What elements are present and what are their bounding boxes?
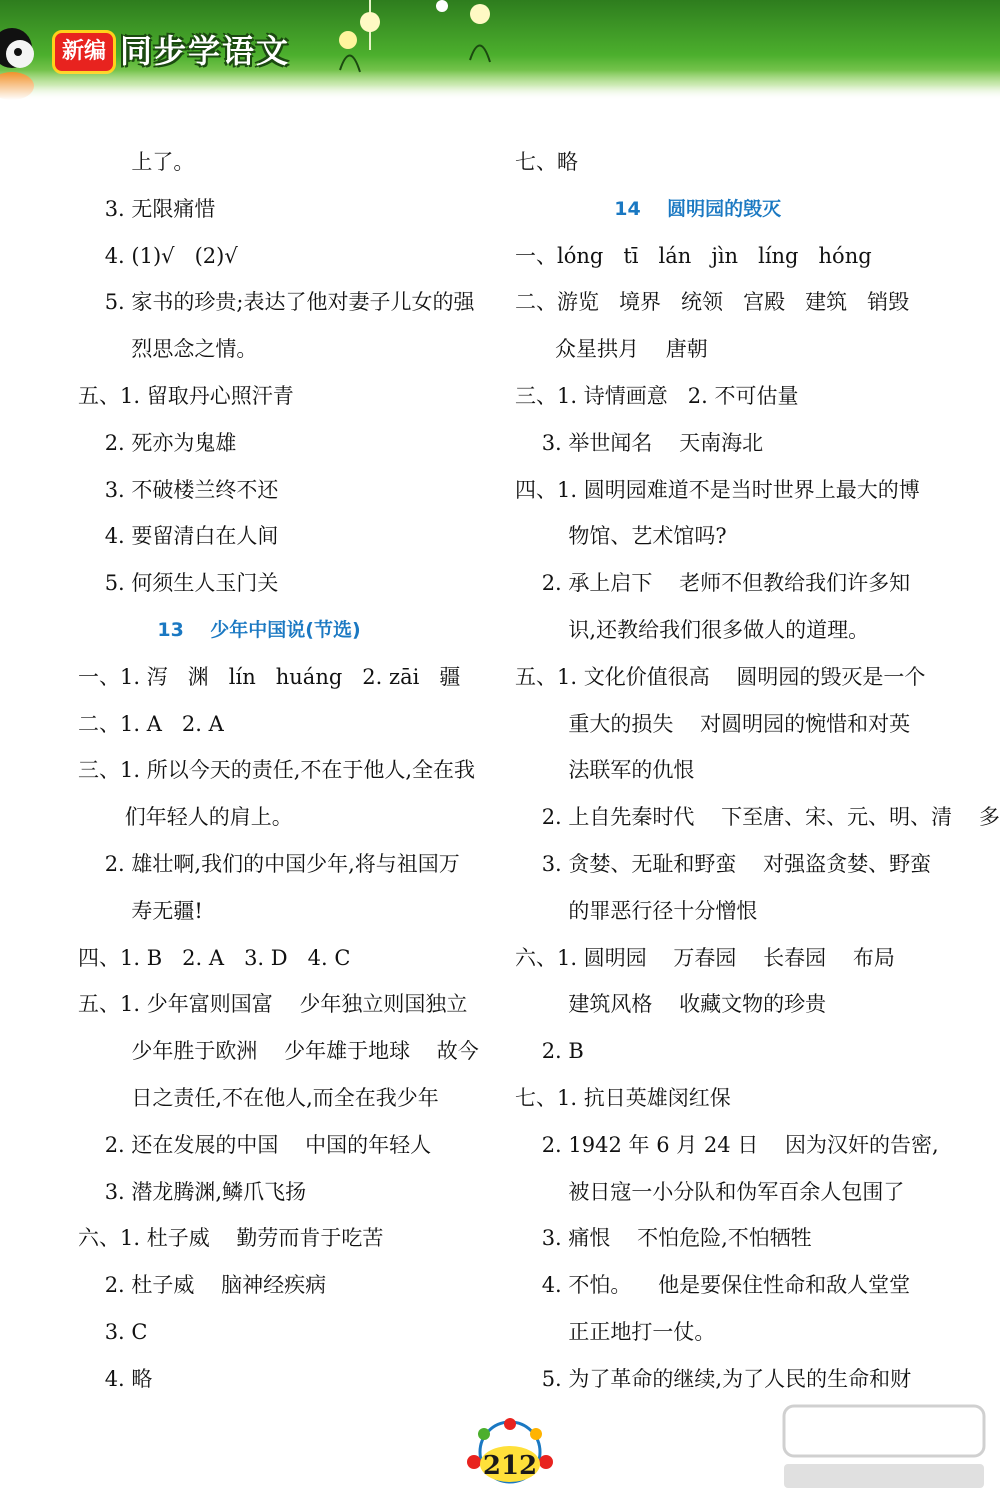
header-banner — [0, 0, 1000, 100]
answer-line: 烈思念之情。 — [78, 337, 258, 362]
answer-line: 上了。 — [78, 150, 195, 174]
answer-line: 五、1. 留取丹心照汗青 — [78, 383, 294, 408]
page-number: 212 — [482, 1451, 538, 1481]
answer-line: 们年轻人的肩上。 — [78, 805, 293, 830]
answer-line: 2. 承上启下 老师不但教给我们许多知 — [515, 571, 911, 596]
answer-line: 六、1. 杜子威 勤劳而肯于吃苦 — [78, 1226, 384, 1251]
answer-line: 三、1. 诗情画意 2. 不可估量 — [515, 383, 799, 408]
answer-line: 3. 痛恨 不怕危险,不怕牺牲 — [515, 1226, 812, 1251]
answer-line: 3. 不破楼兰终不还 — [78, 477, 279, 502]
answer-line: 识,还教给我们很多做人的道理。 — [515, 617, 870, 642]
answer-line: 四、1. 圆明园难道不是当时世界上最大的博 — [515, 477, 920, 502]
series-badge: 新编 — [52, 30, 116, 74]
answer-line: 少年胜于欧洲 少年雄于地球 故今 — [78, 1039, 479, 1064]
answer-line: 2. 还在发展的中国 中国的年轻人 — [78, 1132, 432, 1157]
answer-line: 正正地打一仗。 — [515, 1319, 716, 1344]
answer-line: 一、1. 泻 渊 lín huáng 2. zāi 疆 — [78, 664, 461, 689]
answer-line: 众星拱月 唐朝 — [515, 337, 708, 362]
section-heading: 13 少年中国说(节选) — [78, 618, 361, 641]
answer-line: 三、1. 所以今天的责任,不在于他人,全在我 — [78, 758, 476, 783]
answer-line: 六、1. 圆明园 万春园 长春园 布局 — [515, 945, 895, 970]
section-heading: 14 圆明园的毁灭 — [515, 197, 782, 220]
watermark-logo-icon — [780, 1402, 990, 1492]
answer-line: 二、1. A 2. A — [78, 711, 224, 736]
answer-line: 3. 举世闻名 天南海北 — [515, 430, 764, 455]
answer-line: 2. 雄壮啊,我们的中国少年,将与祖国万 — [78, 851, 460, 876]
answer-line: 二、游览 境界 统领 宫殿 建筑 销毁 — [515, 290, 910, 315]
answer-line: 的罪恶行径十分憎恨 — [515, 898, 758, 923]
answer-line: 2. 杜子威 脑神经疾病 — [78, 1273, 327, 1298]
answer-line: 重大的损失 对圆明园的惋惜和对英 — [515, 711, 911, 736]
answer-line: 寿无疆! — [78, 898, 203, 923]
answer-line: 5. 家书的珍贵;表达了他对妻子儿女的强 — [78, 290, 475, 315]
answer-line: 四、1. B 2. A 3. D 4. C — [78, 945, 351, 970]
answer-line: 建筑风格 收藏文物的珍贵 — [515, 992, 827, 1017]
answer-line: 物馆、艺术馆吗? — [515, 524, 727, 549]
decorative-orbs-icon — [330, 0, 510, 90]
answer-line: 3. 潜龙腾渊,鳞爪飞扬 — [78, 1179, 307, 1204]
answer-line: 一、lóng tī lán jìn líng hóng — [515, 243, 872, 268]
right-column — [515, 143, 1000, 1407]
answer-line: 七、1. 抗日英雄闵红保 — [515, 1085, 731, 1110]
answer-line: 3. C — [78, 1319, 148, 1344]
answer-line: 4. 略 — [78, 1366, 153, 1391]
answer-line: 4. 要留清白在人间 — [78, 524, 279, 549]
answer-line: 5. 何须生人玉门关 — [78, 571, 279, 596]
answer-line: 3. 无限痛惜 — [78, 196, 216, 221]
answer-line: 2. 上自先秦时代 下至唐、宋、元、明、清 多 — [515, 805, 1000, 830]
book-title: 同步学语文 — [120, 32, 291, 70]
answer-line: 法联军的仇恨 — [515, 758, 695, 783]
answer-line: 3. 贪婪、无耻和野蛮 对强盗贪婪、野蛮 — [515, 851, 932, 876]
left-column — [78, 143, 498, 1407]
answer-line: 2. 1942 年 6 月 24 日 因为汉奸的告密, — [515, 1132, 939, 1157]
panda-mascot-icon — [0, 20, 50, 100]
answer-line: 被日寇一小分队和伪军百余人包围了 — [515, 1179, 905, 1204]
answer-line: 4. (1)√ (2)√ — [78, 243, 238, 268]
answer-line: 2. 死亦为鬼雄 — [78, 430, 237, 455]
answer-line: 4. 不怕。 他是要保住性命和敌人堂堂 — [515, 1273, 911, 1298]
answer-line: 五、1. 文化价值很高 圆明园的毁灭是一个 — [515, 664, 926, 689]
answer-line: 七、略 — [515, 150, 578, 174]
answer-line: 5. 为了革命的继续,为了人民的生命和财 — [515, 1366, 912, 1391]
answer-line: 2. B — [515, 1039, 584, 1064]
answer-line: 五、1. 少年富则国富 少年独立则国独立 — [78, 992, 468, 1017]
answer-line: 日之责任,不在他人,而全在我少年 — [78, 1085, 439, 1110]
